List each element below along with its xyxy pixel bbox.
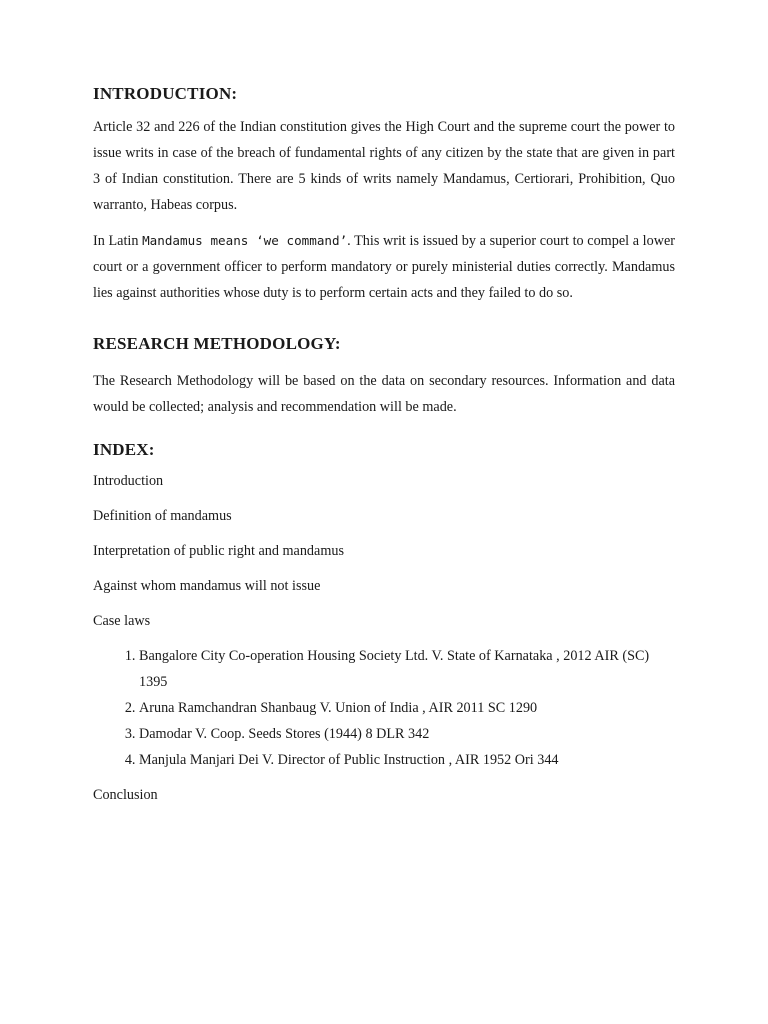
introduction-paragraph-2-prefix: In Latin — [93, 233, 143, 249]
case-laws-list — [93, 643, 675, 773]
index-heading: INDEX: — [93, 440, 155, 459]
index-item-interpretation: Interpretation of public right and mandamus — [93, 543, 344, 559]
case-law-item: 4. Manjula Manjari Dei V. Director of Public Instruction , AIR 1952 Ori 344 — [139, 747, 675, 773]
index-item-introduction: Introduction — [93, 473, 164, 489]
mandamus-meaning-phrase: Mandamus means ‘we command’ — [142, 233, 348, 248]
index-item-definition: Definition of mandamus — [93, 508, 232, 524]
introduction-paragraph-2-rest: . This writ is issued by a superior court to compel a lower court or a government officer to perform mandatory or purely ministerial duties correctly. Mandamus lies against authorities whose duty is to perform certain acts and they failed to do so. — [93, 233, 675, 301]
index-item-case-laws: Case laws — [93, 613, 151, 629]
index-item-conclusion: Conclusion — [93, 787, 158, 803]
introduction-section — [93, 84, 675, 306]
introduction-paragraph-1: Article 32 and 226 of the Indian constitution gives the High Court and the supreme court the power to issue writs in case of the breach of fundamental rights of any citizen by the state that are given in part 3 of Indian constitution. There are 5 kinds of writs namely Mandamus, Certiorari, Prohibition, Quo warranto, Habeas corpus. — [93, 119, 675, 213]
methodology-section — [93, 334, 675, 420]
case-law-item: 2. Aruna Ramchandran Shanbaug V. Union of India , AIR 2011 SC 1290 — [139, 695, 675, 721]
case-law-item: 1. Bangalore City Co-operation Housing Society Ltd. V. State of Karnataka , 2012 AIR (SC) 1395 — [139, 643, 675, 695]
methodology-heading: RESEARCH METHODOLOGY: — [93, 334, 341, 353]
introduction-paragraph-2 — [93, 228, 675, 306]
methodology-paragraph: The Research Methodology will be based on the data on secondary resources. Information and data would be collected; analysis and recommendation will be made. — [93, 373, 675, 415]
introduction-heading: INTRODUCTION: — [93, 84, 238, 103]
index-section — [93, 440, 675, 808]
case-law-item: 3. Damodar V. Coop. Seeds Stores (1944) 8 DLR 342 — [139, 721, 675, 747]
index-item-against-whom: Against whom mandamus will not issue — [93, 578, 321, 594]
